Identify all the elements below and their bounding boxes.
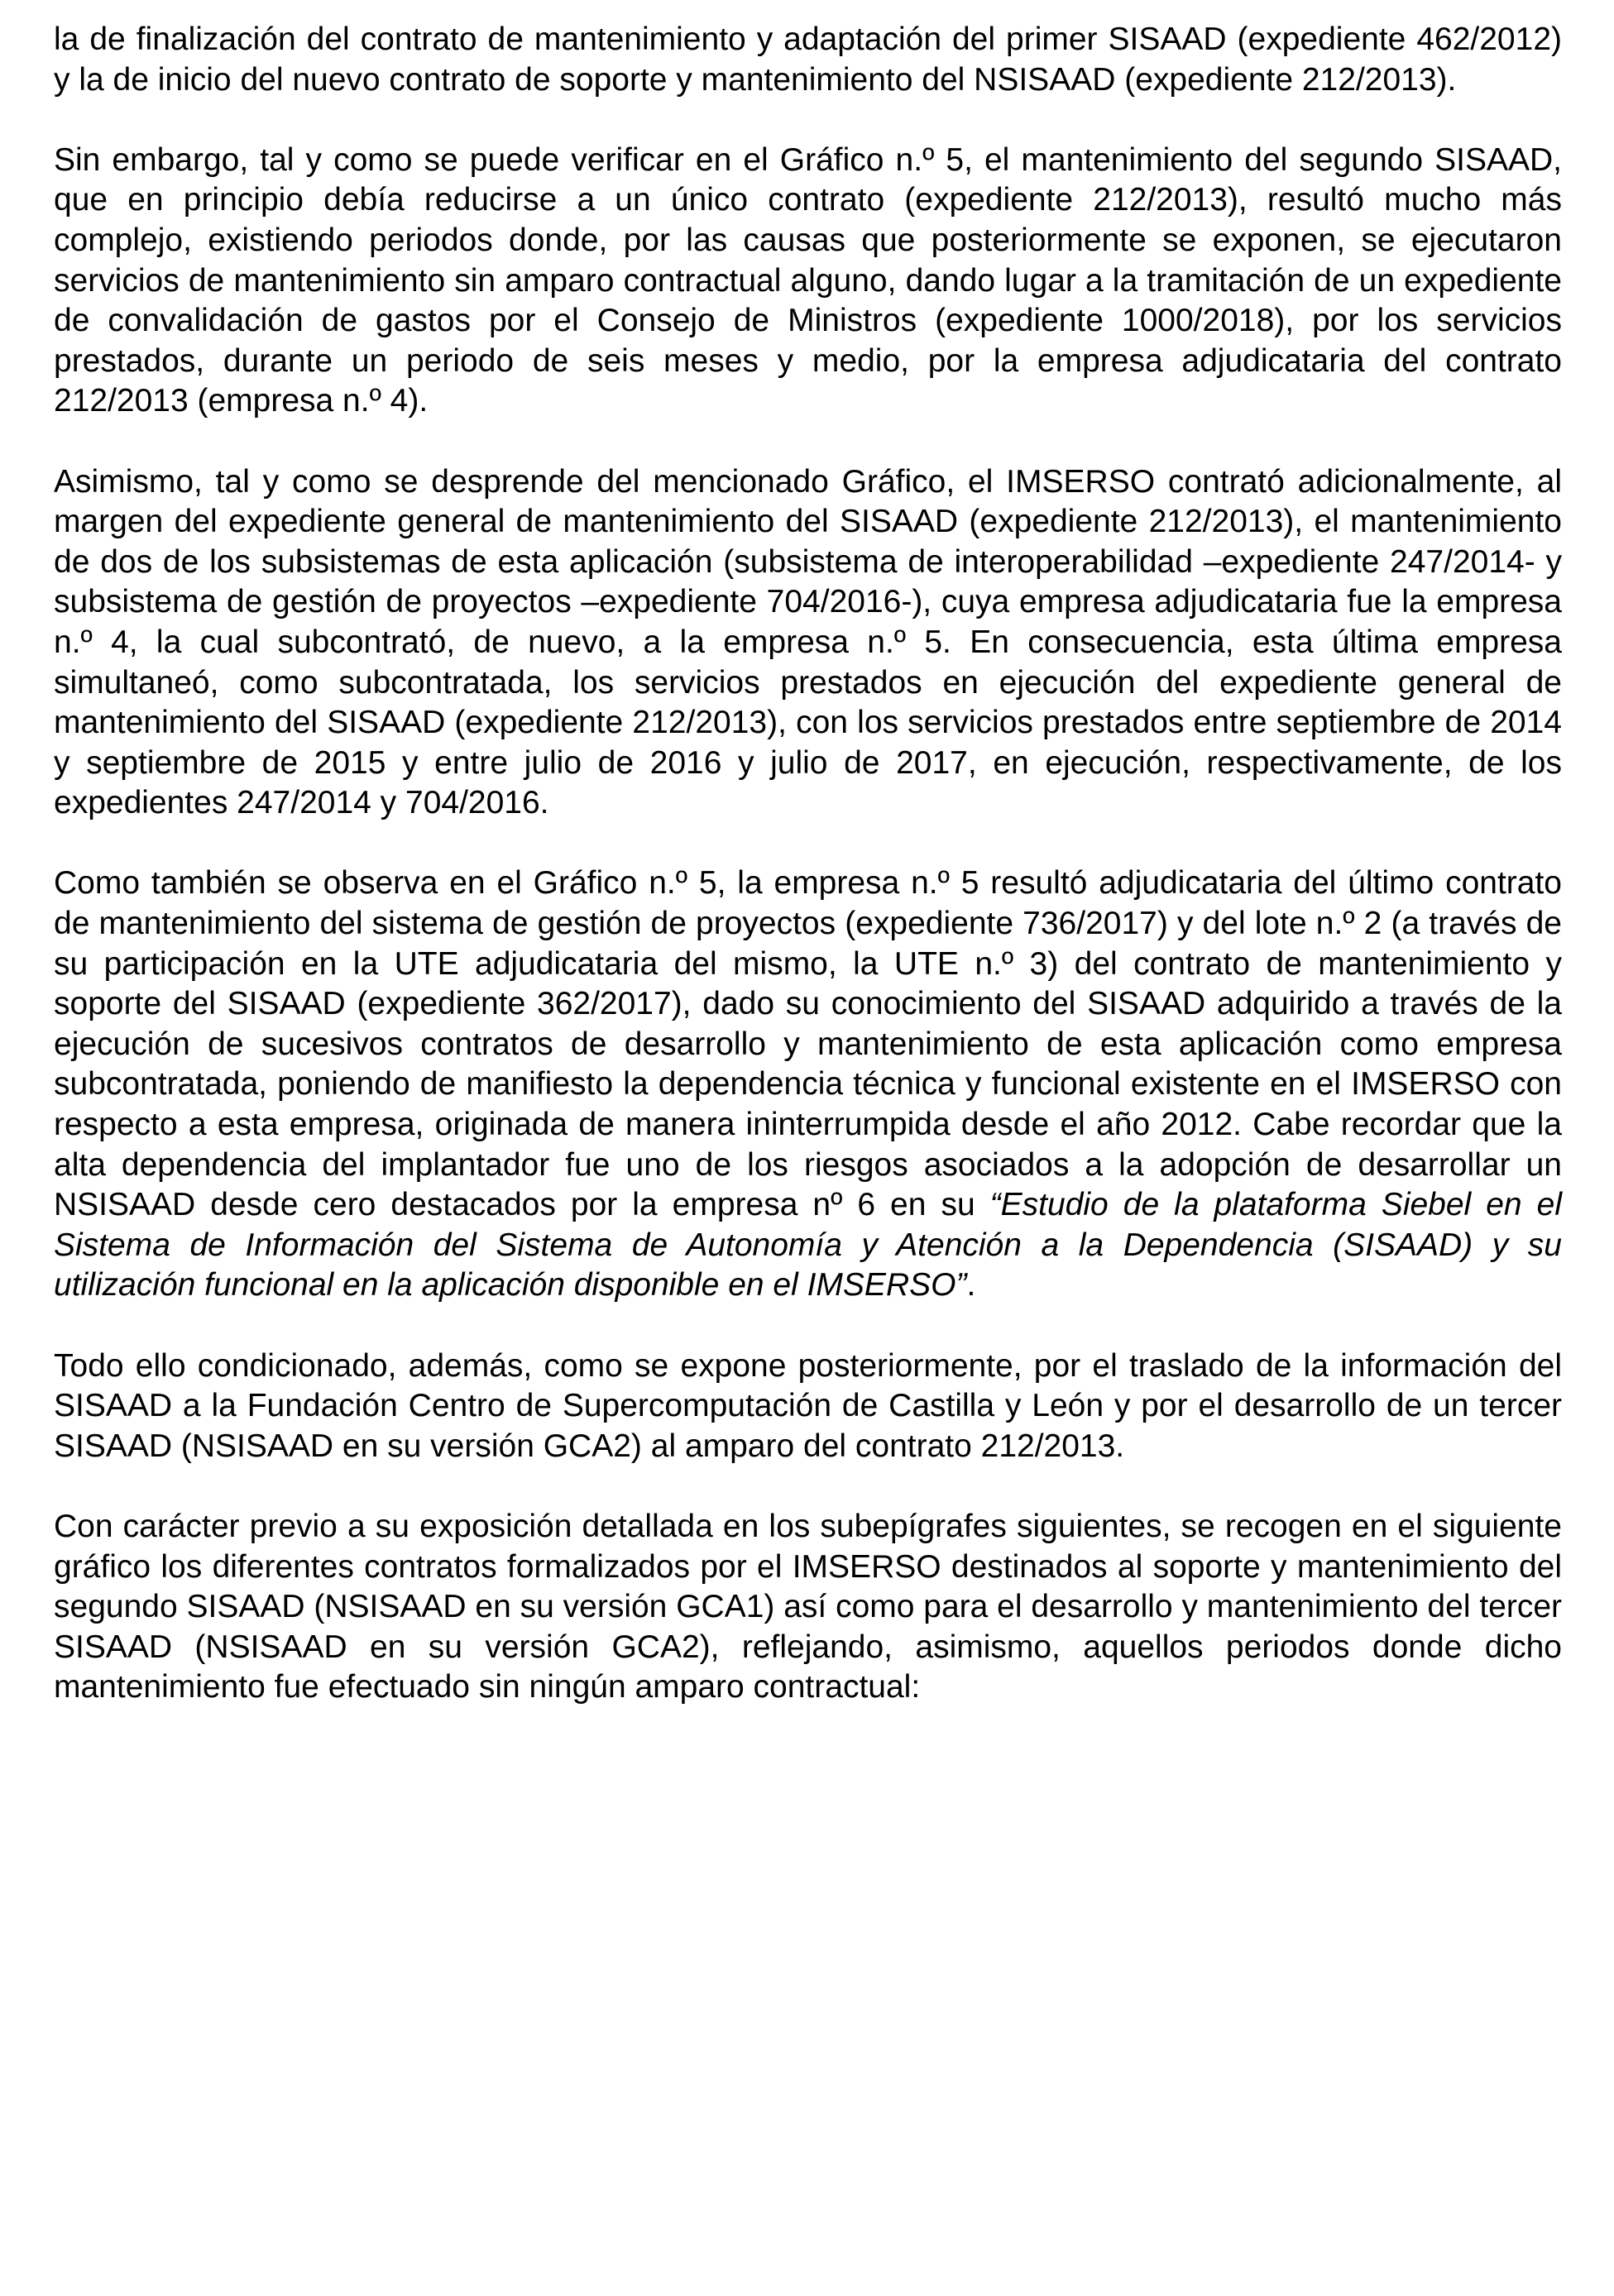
paragraph-4-study-title: “Estudio de la plataforma Siebel en el Sistema de Información del Sistema de Autonomía y Atención a la Dependencia (SISAAD) y su utilización funcional en la aplicación disponible en el IMSERSO”	[54, 1187, 1562, 1303]
paragraph-4	[54, 863, 1562, 1306]
paragraph-6: Con carácter previo a su exposición detallada en los subepígrafes siguientes, se recogen en el siguiente gráfico los diferentes contratos formalizados por el IMSERSO destinados al soporte y mantenimiento del segundo SISAAD (NSISAAD en su versión GCA1) así como para el desarrollo y mantenimiento del tercer SISAAD (NSISAAD en su versión GCA2), reflejando, asimismo, aquellos periodos donde dicho mantenimiento fue efectuado sin ningún amparo contractual:	[54, 1508, 1563, 1705]
document-body	[54, 20, 1562, 1748]
paragraph-5: Todo ello condicionado, además, como se expone posteriormente, por el traslado de la información del SISAAD a la Fundación Centro de Supercomputación de Castilla y León y por el desarrollo de un tercer SISAAD (NSISAAD en su versión GCA2) al amparo del contrato 212/2013.	[54, 1347, 1562, 1464]
paragraph-1: la de finalización del contrato de mantenimiento y adaptación del primer SISAAD (expediente 462/2012) y la de inicio del nuevo contrato de soporte y mantenimiento del NSISAAD (expediente 212/2013).	[54, 22, 1562, 98]
paragraph-3: Asimismo, tal y como se desprende del mencionado Gráfico, el IMSERSO contrató adicionalmente, al margen del expediente general de mantenimiento del SISAAD (expediente 212/2013), el mantenimiento de dos de los subsistemas de esta aplicación (subsistema de interoperabilidad –expediente 247/2014- y subsistema de gestión de proyectos –expediente 704/2016-), cuya empresa adjudicataria fue la empresa n.º 4, la cual subcontrató, de nuevo, a la empresa n.º 5. En consecuencia, esta última empresa simultaneó, como subcontratada, los servicios prestados en ejecución del expediente general de mantenimiento del SISAAD (expediente 212/2013), con los servicios prestados entre septiembre de 2014 y septiembre de 2015 y entre julio de 2016 y julio de 2017, en ejecución, respectivamente, de los expedientes 247/2014 y 704/2016.	[54, 463, 1562, 821]
paragraph-2: Sin embargo, tal y como se puede verificar en el Gráfico n.º 5, el mantenimiento del segundo SISAAD, que en principio debía reducirse a un único contrato (expediente 212/2013), resultó mucho más complejo, existiendo periodos donde, por las causas que posteriormente se exponen, se ejecutaron servicios de mantenimiento sin amparo contractual alguno, dando lugar a la tramitación de un expediente de convalidación de gastos por el Consejo de Ministros (expediente 1000/2018), por los servicios prestados, durante un periodo de seis meses y medio, por la empresa adjudicataria del contrato 212/2013 (empresa n.º 4).	[54, 141, 1562, 419]
paragraph-4-tail: .	[966, 1267, 976, 1303]
paragraph-4-text: Como también se observa en el Gráfico n.º 5, la empresa n.º 5 resultó adjudicataria del último contrato de mantenimiento del sistema de gestión de proyectos (expediente 736/2017) y del lote n.º 2 (a través de su participación en la UTE adjudicataria del mismo, la UTE n.º 3) del contrato de mantenimiento y soporte del SISAAD (expediente 362/2017), dado su conocimiento del SISAAD adquirido a través de la ejecución de sucesivos contratos de desarrollo y mantenimiento de esta aplicación como empresa subcontratada, poniendo de manifiesto la dependencia técnica y funcional existente en el IMSERSO con respecto a esta empresa, originada de manera ininterrumpida desde el año 2012. Cabe recordar que la alta dependencia del implantador fue uno de los riesgos asociados a la adopción de desarrollar un NSISAAD desde cero destacados por la empresa nº 6 en su	[54, 865, 1562, 1223]
